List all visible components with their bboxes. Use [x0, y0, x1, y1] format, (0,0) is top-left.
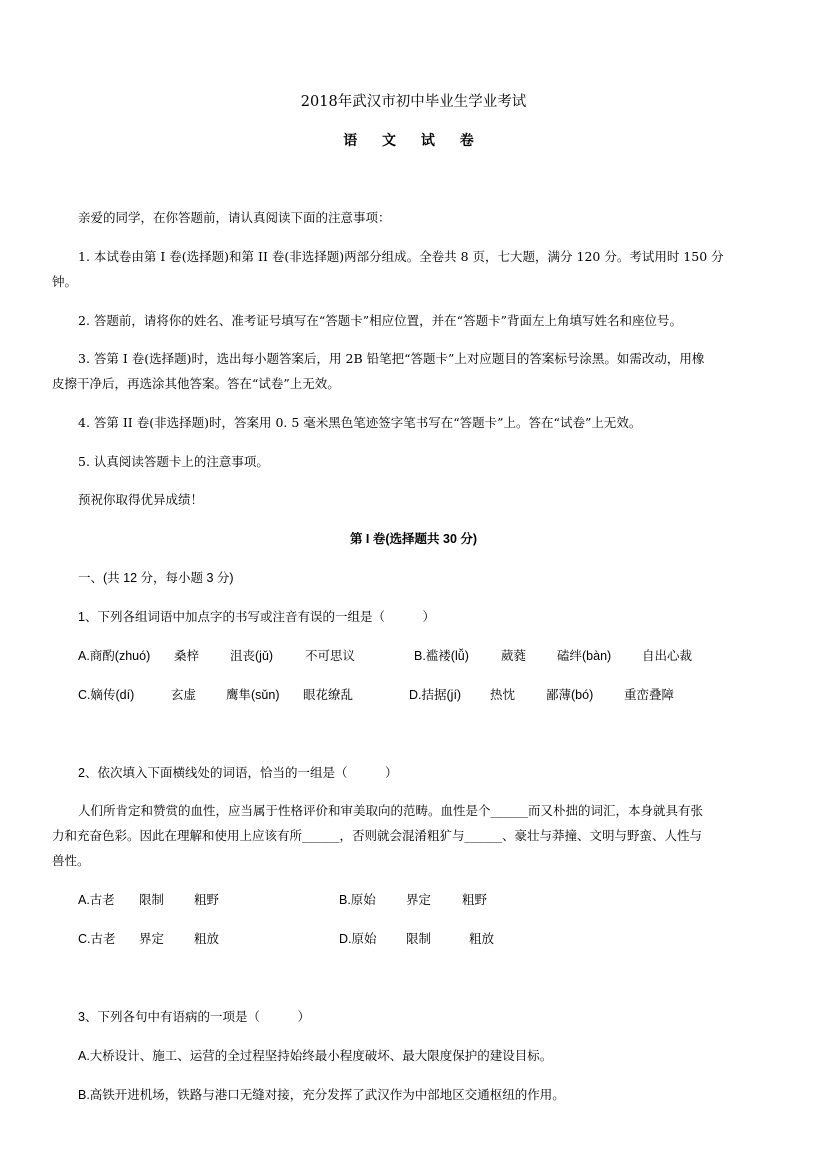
- q2-a-word-2: 限制: [139, 893, 165, 907]
- q1-c-word-4: 眼花缭乱: [303, 688, 354, 702]
- exam-subtitle: 语 文 试 卷: [343, 133, 484, 149]
- q3-stem: 3、下列各句中有语病的一项是（ ）: [78, 1010, 310, 1024]
- q1-d-word-1: D.拮据(jí): [409, 688, 462, 702]
- q2-b-word-1: B.原始: [339, 893, 376, 907]
- q2-b-word-3: 粗野: [462, 893, 488, 907]
- notice-item-5: 5. 认真阅读答题卡上的注意事项。: [78, 454, 269, 469]
- q1-stem: 1、下列各组词语中加点字的书写或注音有误的一组是（ ）: [78, 610, 435, 624]
- part1-heading: 第 I 卷(选择题共 30 分): [349, 532, 478, 546]
- q2-d-word-2: 限制: [406, 932, 432, 946]
- q2-c-word-2: 界定: [139, 932, 165, 946]
- q3-option-a: A.大桥设计、施工、运营的全过程坚持始终最小程度破坏、最大限度保护的建设目标。: [78, 1049, 553, 1063]
- notice-item-4: 4. 答第 II 卷(非选择题)时，答案用 0. 5 毫米黑色笔迹签字笔书写在“答题卡”上。答在“试卷”上无效。: [78, 415, 642, 430]
- q1-a-word-3: 沮丧(jǔ): [230, 649, 274, 663]
- q1-d-word-2: 热忱: [490, 688, 516, 702]
- q1-d-word-3: 鄙薄(bó): [546, 688, 594, 702]
- q2-a-word-1: A.古老: [78, 893, 115, 907]
- notice-greeting: 亲爱的同学，在你答题前，请认真阅读下面的注意事项：: [78, 210, 391, 225]
- q1-a-word-1: A.商酌(zhuó): [78, 649, 151, 663]
- q2-passage-line-3: 兽性。: [52, 853, 90, 868]
- q2-d-word-1: D.原始: [339, 932, 377, 946]
- q2-a-word-3: 粗野: [194, 893, 220, 907]
- q1-b-word-1: B.褴褛(lǚ): [414, 649, 469, 663]
- q2-c-word-3: 粗放: [194, 932, 220, 946]
- exam-title: 2018年武汉市初中毕业生学业考试: [300, 94, 527, 110]
- section1-heading: 一、(共 12 分，每小题 3 分): [78, 571, 234, 585]
- notice-item-1-cont: 钟。: [52, 274, 78, 289]
- notice-item-3-cont: 皮擦干净后，再选涂其他答案。答在“试卷”上无效。: [52, 376, 340, 391]
- q1-c-word-1: C.嫡传(dí): [78, 688, 135, 702]
- q2-d-word-3: 粗放: [469, 932, 495, 946]
- q1-c-word-2: 玄虚: [171, 688, 197, 702]
- notice-wish: 预祝你取得优异成绩！: [78, 492, 204, 507]
- q1-b-word-2: 葳蕤: [501, 649, 527, 663]
- q2-b-word-2: 界定: [406, 893, 432, 907]
- q1-d-word-4: 重峦叠障: [624, 688, 675, 702]
- q1-a-word-2: 桑梓: [174, 649, 200, 663]
- q1-c-word-3: 鹰隼(sǔn): [226, 688, 280, 702]
- q1-a-word-4: 不可思议: [305, 649, 356, 663]
- q1-b-word-4: 自出心裁: [642, 649, 693, 663]
- q2-passage-line-1: 人们所肯定和赞赏的血性，应当属于性格评价和审美取向的范畴。血性是个______而又朴拙的词汇，本身就具有张: [78, 803, 704, 818]
- notice-item-1: 1. 本试卷由第 I 卷(选择题)和第 II 卷(非选择题)两部分组成。全卷共 8 页，七大题，满分 120 分。考试用时 150 分: [78, 249, 724, 264]
- notice-item-2: 2. 答题前，请将你的姓名、准考证号填写在“答题卡”相应位置，并在“答题卡”背面左上角填写姓名和座位号。: [78, 313, 682, 328]
- q2-passage-line-2: 力和充奋色彩。因此在理解和使用上应该有所______，否则就会混淆粗犷与______、豪壮与莽撞、文明与野蛮、人性与: [52, 828, 703, 843]
- q1-b-word-3: 磕绊(bàn): [557, 649, 612, 663]
- q3-option-b: B.高铁开进机场，铁路与港口无缝对接，充分发挥了武汉作为中部地区交通枢纽的作用。: [78, 1088, 565, 1102]
- q2-c-word-1: C.古老: [78, 932, 116, 946]
- q2-stem: 2、依次填入下面横线处的词语，恰当的一组是（ ）: [78, 766, 398, 780]
- notice-item-3: 3. 答第 I 卷(选择题)时，选出每小题答案后，用 2B 铅笔把“答题卡”上对应题目的答案标号涂黑。如需改动，用橡: [78, 351, 705, 366]
